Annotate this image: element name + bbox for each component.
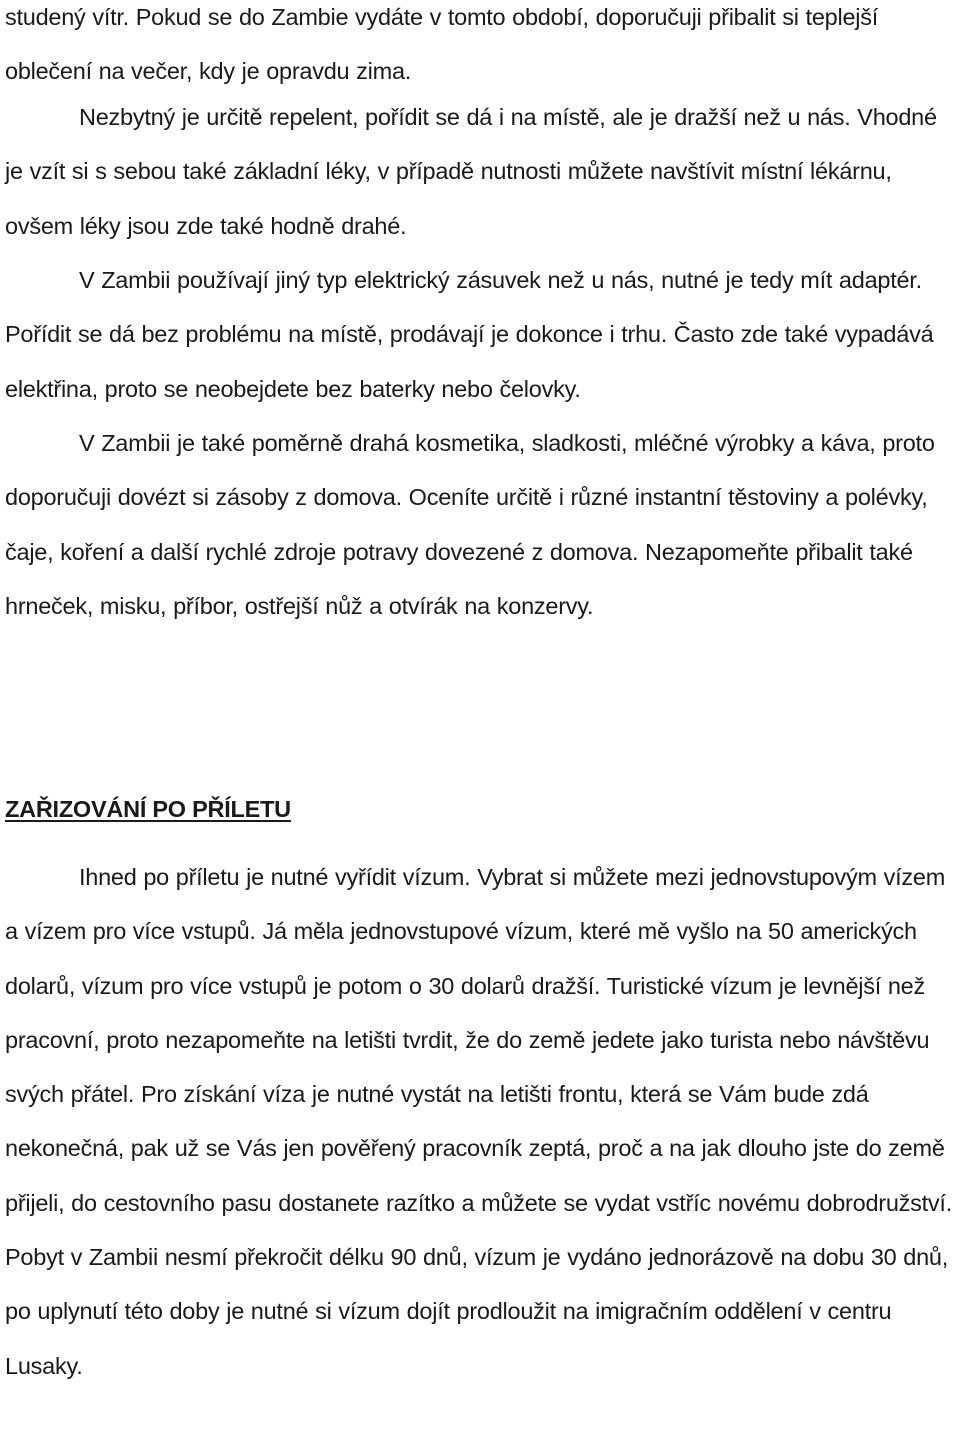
section-heading: ZAŘIZOVÁNÍ PO PŘÍLETU [5,796,291,822]
paragraph-clothing-advice: studený vítr. Pokud se do Zambie vydáte v tomto období, doporučuji přibalit si teplejší oblečení na večer, kdy je opravdu zima. [5,4,879,85]
paragraph-visa-info: Ihned po příletu je nutné vyřídit vízum. Vybrat si můžete mezi jednovstupovým vízem a vízem pro více vstupů. Já měla jednovstupové vízum, které mě vyšlo na 50 amerických dolarů, vízum pro více vstupů je potom o 30 dolarů dražší. Turistické vízum je levnější než pracovní, proto nezapomeňte na letišti tvrdit, že do země jedete jako turista nebo návštěvu svých přátel. Pro získání víza je nutné vystát na letišti frontu, která se Vám bude zdá nekonečná, pak už se Vás jen pověřený pracovník zeptá, proč a na jak dlouho jste do země přijeli, do cestovního pasu dostanete razítko a můžete se vydat vstříc novému dobrodružství. Pobyt v Zambii nesmí překročit délku 90 dnů, vízum je vydáno jednorázově na dobu 30 dnů, po uplynutí této doby je nutné si vízum dojít prodloužit na imigračním oddělení v centru Lusaky. [5,864,952,1379]
paragraph-repellent-medicine: Nezbytný je určitě repelent, pořídit se dá i na místě, ale je dražší než u nás. Vhodné je vzít si s sebou také základní léky, v případě nutnosti můžete navštívit místní lékárnu, ovšem léky jsou zde také hodně drahé. [5,104,937,239]
paragraph-food-supplies: V Zambii je také poměrně drahá kosmetika, sladkosti, mléčné výrobky a káva, proto doporučuji dovézt si zásoby z domova. Oceníte určitě i různé instantní těstoviny a polévky, čaje, koření a další rychlé zdroje potravy dovezené z domova. Nezapomeňte přibalit také hrneček, misku, příbor, ostřejší nůž a otvírák na konzervy. [5,430,935,619]
paragraph-electric-adapter: V Zambii používají jiný typ elektrický zásuvek než u nás, nutné je tedy mít adaptér. Pořídit se dá bez problému na místě, prodávají je dokonce i trhu. Často zde také vypadává elektřina, proto se neobejdete bez baterky nebo čelovky. [5,267,934,402]
